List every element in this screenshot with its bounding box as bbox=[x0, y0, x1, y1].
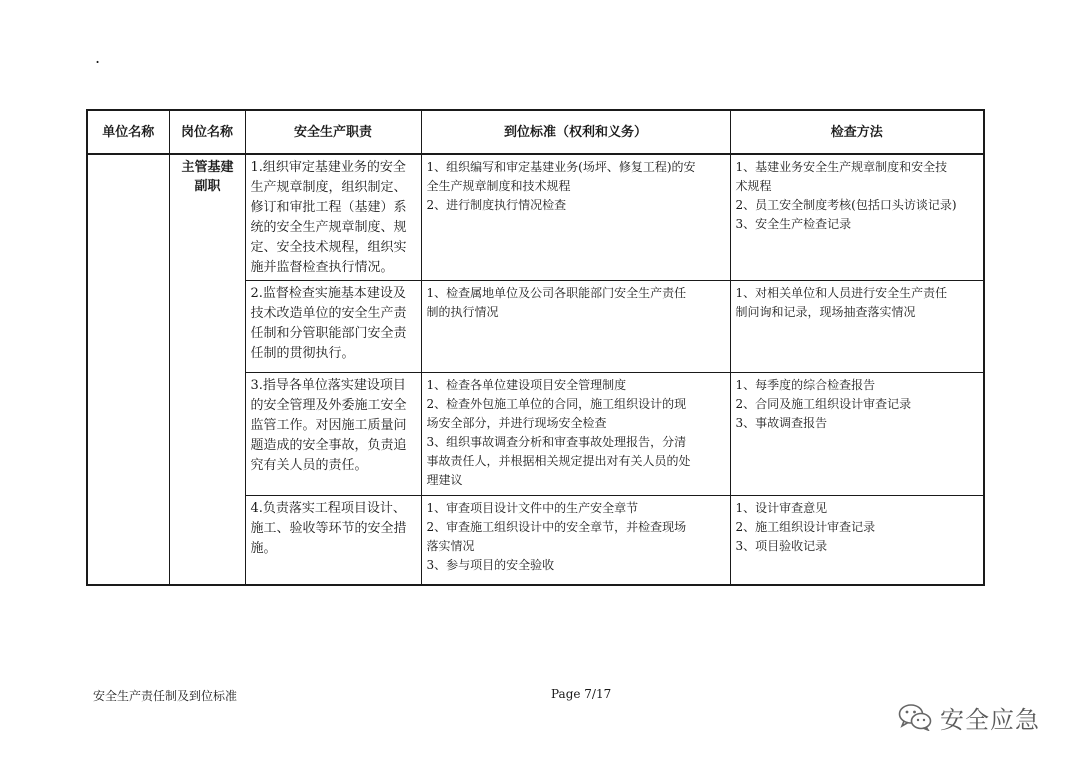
standard-cell: 1、组织编写和审定基建业务(场坪、修复工程)的安 全生产规章制度和技术规程 2、进行制度执行情况检查 bbox=[421, 154, 730, 281]
header-safety-duty: 安全生产职责 bbox=[245, 110, 421, 154]
header-unit-name: 单位名称 bbox=[87, 110, 169, 154]
table-header-row bbox=[87, 110, 984, 154]
watermark bbox=[898, 697, 1040, 737]
method-cell: 1、基建业务安全生产规章制度和安全技 术规程 2、员工安全制度考核(包括口头访谈记录) 3、安全生产检查记录 bbox=[730, 154, 984, 281]
header-check-method: 检查方法 bbox=[730, 110, 984, 154]
responsibility-table bbox=[86, 109, 985, 586]
wechat-icon bbox=[898, 703, 932, 731]
duty-cell: 1.组织审定基建业务的安全 生产规章制度，组织制定、 修订和审批工程（基建）系 统的安全生产规章制度、规 定、安全技术规程，组织实 施并监督检查执行情况。 bbox=[245, 154, 421, 281]
duty-cell: 2.监督检查实施基本建设及 技术改造单位的安全生产责 任制和分管职能部门安全责 任制的贯彻执行。 bbox=[245, 281, 421, 373]
duty-cell: 3.指导各单位落实建设项目 的安全管理及外委施工安全 监管工作。对因施工质量问 题造成的安全事故，负责追 究有关人员的责任。 bbox=[245, 373, 421, 496]
duty-cell: 4.负责落实工程项目设计、 施工、验收等环节的安全措 施。 bbox=[245, 496, 421, 586]
standard-cell: 1、检查各单位建设项目安全管理制度 2、检查外包施工单位的合同，施工组织设计的现 场安全部分，并进行现场安全检查 3、组织事故调查分析和审查事故处理报告，分清 事故责任人，并根据相关规定提出对有关人员的处 理建议 bbox=[421, 373, 730, 496]
method-cell: 1、对相关单位和人员进行安全生产责任 制问询和记录，现场抽查落实情况 bbox=[730, 281, 984, 373]
standard-cell: 1、检查属地单位及公司各职能部门安全生产责任 制的执行情况 bbox=[421, 281, 730, 373]
method-cell: 1、每季度的综合检查报告 2、合同及施工组织设计审查记录 3、事故调查报告 bbox=[730, 373, 984, 496]
header-post-name: 岗位名称 bbox=[169, 110, 245, 154]
method-cell: 1、设计审查意见 2、施工组织设计审查记录 3、项目验收记录 bbox=[730, 496, 984, 586]
header-standard: 到位标准（权利和义务） bbox=[421, 110, 730, 154]
top-mark: . bbox=[95, 48, 101, 67]
unit-name-cell bbox=[87, 154, 169, 585]
footer-document-title: 安全生产责任制及到位标准 bbox=[93, 689, 238, 703]
footer-page-number: Page 7/17 bbox=[551, 687, 612, 701]
watermark-text: 安全应急 bbox=[940, 705, 1040, 734]
table-row bbox=[87, 154, 984, 281]
post-name-cell: 主管基建 副职 bbox=[169, 154, 245, 585]
standard-cell: 1、审查项目设计文件中的生产安全章节 2、审查施工组织设计中的安全章节，并检查现场 落实情况 3、参与项目的安全验收 bbox=[421, 496, 730, 586]
